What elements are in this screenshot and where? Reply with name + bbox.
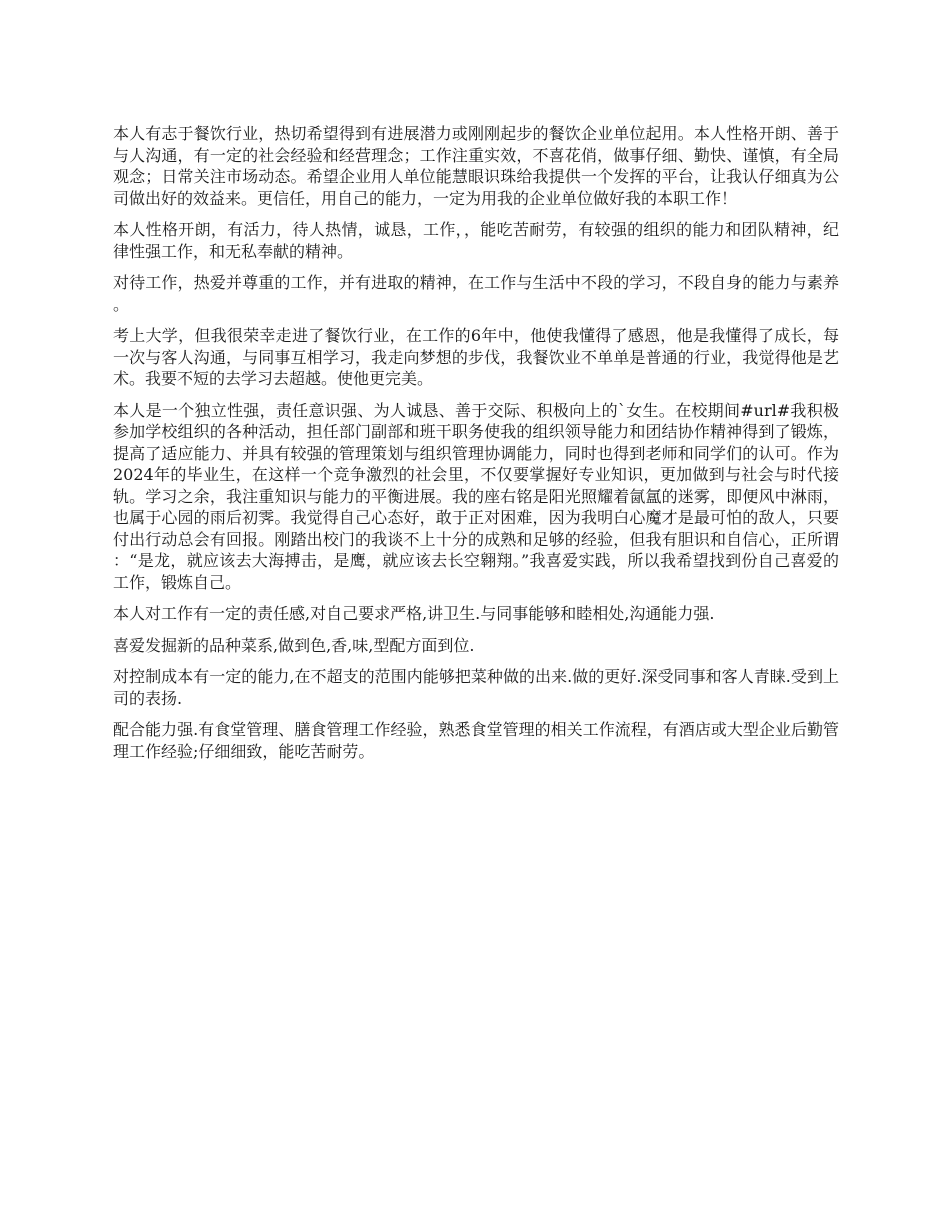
paragraph-intro: 本人有志于餐饮行业，热切希望得到有进展潜力或刚刚起步的餐饮企业单位起用。本人性格开朗、善于与人沟通，有一定的社会经验和经营理念；工作注重实效，不喜花俏，做事仔细、勤快、谨慎，有全局观念；日常关注市场动态。希望企业用人单位能慧眼识珠给我提供一个发挥的平台，让我认仔细真为公司做出好的效益来。更信任，用自己的能力，一定为用我的企业单位做好我的本职工作！ — [113, 124, 839, 208]
document-body — [113, 123, 839, 772]
paragraph-cost-control: 对控制成本有一定的能力,在不超支的范围内能够把菜种做的出来.做的更好.深受同事和客人青睐.受到上司的表扬. — [113, 667, 839, 708]
paragraph-work-attitude: 对待工作，热爱并尊重的工作，并有进取的精神，在工作与生活中不段的学习，不段自身的能力与素养。 — [113, 273, 839, 314]
paragraph-cooperation: 配合能力强.有食堂管理、膳食管理工作经验，熟悉食堂管理的相关工作流程，有酒店或大型企业后勤管理工作经验;仔细细致，能吃苦耐劳。 — [113, 720, 839, 761]
paragraph-personality: 本人性格开朗，有活力，待人热情，诚恳，工作，，能吃苦耐劳，有较强的组织的能力和团队精神，纪律性强工作，和无私奉献的精神。 — [113, 220, 839, 261]
paragraph-new-dishes: 喜爱发掘新的品种菜系,做到色,香,味,型配方面到位. — [113, 635, 475, 655]
paragraph-self-evaluation: 本人是一个独立性强，责任意识强、为人诚恳、善于交际、积极向上的`女生。在校期间#url#我积极参加学校组织的各种活动，担任部门副部和班干职务使我的组织领导能力和团结协作精神得到了锻炼，提高了适应能力、并具有较强的管理策划与组织管理协调能力，同时也得到老师和同学们的认可。作为2024年的毕业生，在这样一个竞争激烈的社会里，不仅要掌握好专业知识，更加做到与社会与时代接轨。学习之余，我注重知识与能力的平衡进展。我的座右铭是阳光照耀着氤氲的迷雾，即便风中淋雨，也属于心园的雨后初霁。我觉得自己心态好，敢于正对困难，因为我明白心魔才是最可怕的敌人，只要付出行动总会有回报。刚踏出校门的我谈不上十分的成熟和足够的经验，但我有胆识和自信心，正所谓：“是龙，就应该去大海搏击，是鹰，就应该去长空翱翔。”我喜爱实践，所以我希望找到份自己喜爱的工作，锻炼自己。 — [113, 400, 839, 592]
paragraph-responsibility: 本人对工作有一定的责任感,对自己要求严格,讲卫生.与同事能够和睦相处,沟通能力强. — [113, 604, 715, 623]
paragraph-experience: 考上大学，但我很荣幸走进了餐饮行业，在工作的6年中，他使我懂得了感恩，他是我懂得了成长，每一次与客人沟通，与同事互相学习，我走向梦想的步伐，我餐饮业不单单是普通的行业，我觉得他是艺术。我要不短的去学习去超越。使他更完美。 — [113, 326, 839, 388]
